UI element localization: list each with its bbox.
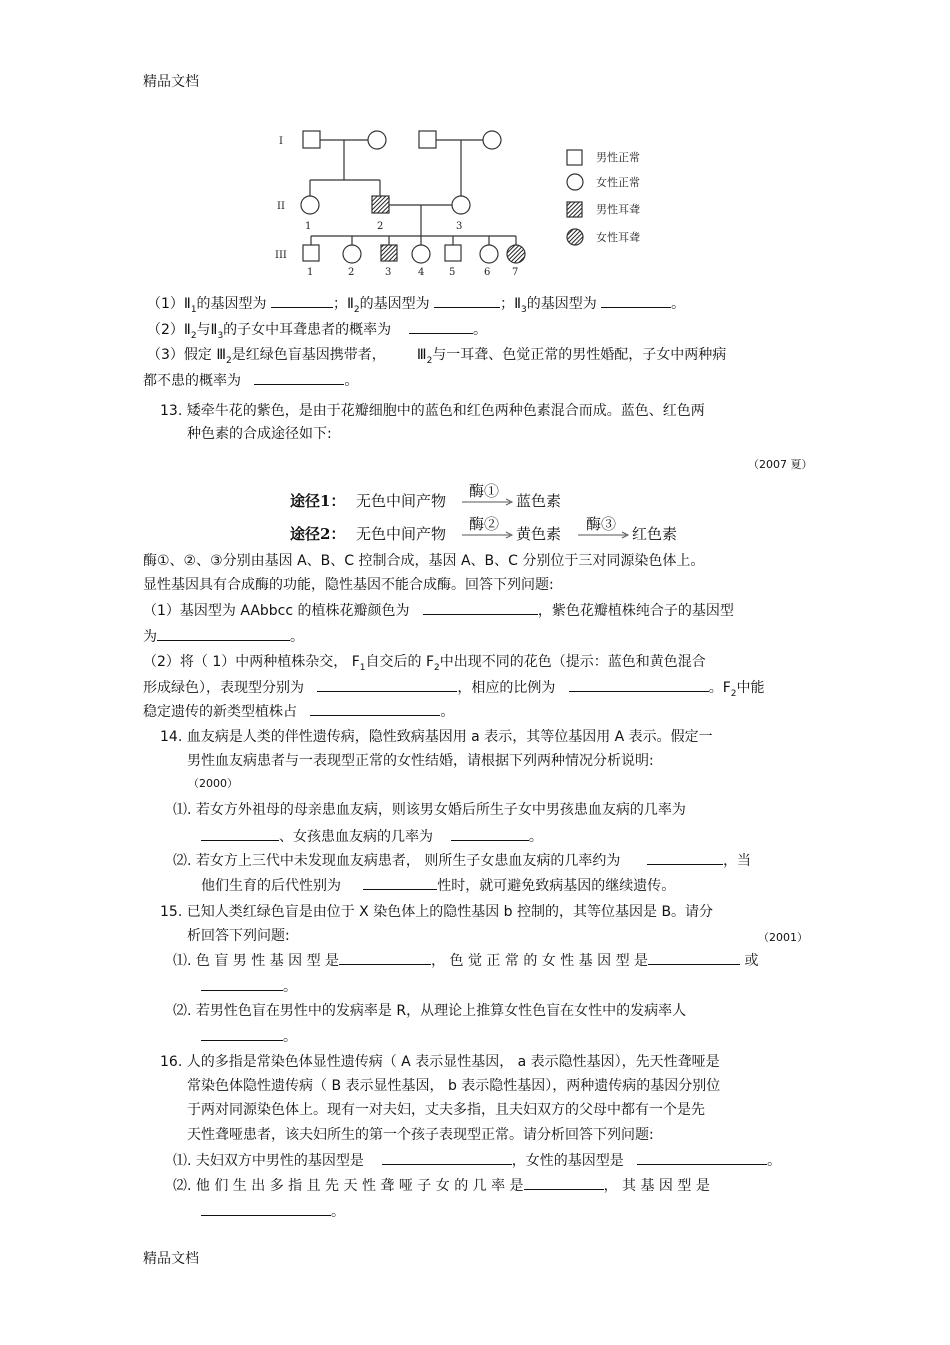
answer-blank[interactable] xyxy=(201,977,283,991)
q13-s2-line3: 稳定遗传的新类型植株占 。 xyxy=(143,704,455,720)
gen2-number: 3 xyxy=(456,221,463,232)
gen2-number: 1 xyxy=(305,221,312,232)
path1-label: 途径1： xyxy=(290,492,346,510)
q15-s2-line2: 。 xyxy=(201,1027,297,1046)
answer-blank[interactable] xyxy=(409,320,473,334)
page-footer: 精品文档 xyxy=(143,1251,199,1267)
q15-line1: 15. 已知人类红绿色盲是由位于 X 染色体上的隐性基因 b 控制的，其等位基因是 B。请分 xyxy=(160,904,714,920)
arrow-icon xyxy=(578,531,630,539)
gen3-number: 7 xyxy=(512,267,519,278)
q14-line2: 男性血友病患者与一表现型正常的女性结婚，请根据下列两种情况分析说明: xyxy=(187,753,654,769)
q16-line2: 常染色体隐性遗传病（ B 表示显性基因， b 表示隐性基因），两种遗传病的基因分别位 xyxy=(187,1078,721,1094)
gen-label-1: I xyxy=(279,136,283,147)
q14-s2-line1: ⑵. 若女方上三代中未发现血友病患者， 则所生子女患血友病的几率约为 ，当 xyxy=(173,853,752,869)
gen3-number: 4 xyxy=(418,267,425,278)
legend-female-deaf: 女性耳聋 xyxy=(596,231,640,244)
path2-mid: 黄色素 xyxy=(516,525,562,543)
q13-p1: 酶①、②、③分别由基因 A、B、C 控制合成，基因 A、B、C 分别位于三对同源染色体上。 xyxy=(143,553,705,569)
answer-blank[interactable] xyxy=(317,678,457,692)
answer-blank[interactable] xyxy=(201,1027,283,1041)
q16-line1: 16. 人的多指是常染色体显性遗传病（ A 表示显性基因， a 表示隐性基因），先天性聋哑是 xyxy=(160,1054,720,1070)
gen-label-3: III xyxy=(275,250,287,261)
pedigree-chart xyxy=(0,0,950,290)
answer-blank[interactable] xyxy=(363,876,437,890)
q15-s1-line1: ⑴. 色 盲 男 性 基 因 型 是 ， 色 觉 正 常 的 女 性 基 因 型 是 或 xyxy=(173,953,759,969)
q16-s2-line1: ⑵. 他 们 生 出 多 指 且 先 天 性 聋 哑 子 女 的 几 率 是 ， 其 基 因 型 是 xyxy=(173,1178,710,1194)
q15-line2: 析回答下列问题: xyxy=(187,928,290,944)
gen2-number: 2 xyxy=(377,221,384,232)
path1-enzyme: 酶① xyxy=(469,482,500,500)
answer-blank[interactable] xyxy=(157,627,290,641)
q13-line2: 种色素的合成途径如下: xyxy=(187,426,332,442)
gen3-number: 5 xyxy=(449,267,456,278)
legend-male-deaf: 男性耳聋 xyxy=(596,203,640,216)
q14-line1: 14. 血友病是人类的伴性遗传病，隐性致病基因用 a 表示，其等位基因用 A 表示。假定一 xyxy=(160,729,713,745)
gen3-number: 6 xyxy=(484,267,491,278)
q13-line1: 13. 矮牵牛花的紫色，是由于花瓣细胞中的蓝色和红色两种色素混合而成。蓝色、红色两 xyxy=(160,403,705,419)
answer-blank[interactable] xyxy=(201,827,279,841)
answer-blank[interactable] xyxy=(647,851,723,865)
q16-line4: 天性聋哑患者，该夫妇所生的第一个孩子表现型正常。请分析回答下列问题: xyxy=(187,1127,654,1143)
q12-line2: $(2)Ⅱ_2$与$Ⅱ_3$的子女中耳聋患者的概率为 。 xyxy=(147,322,487,341)
gen3-number: 3 xyxy=(385,267,392,278)
path1-start: 无色中间产物 xyxy=(356,492,447,510)
gen3-number: 1 xyxy=(307,267,314,278)
arrow-icon xyxy=(462,531,514,539)
q14-s1-line2: 、女孩患血友病的几率为 。 xyxy=(201,827,543,846)
path1-end: 蓝色素 xyxy=(516,492,562,510)
answer-blank[interactable] xyxy=(569,678,709,692)
answer-blank[interactable] xyxy=(271,294,333,308)
path2-end: 红色素 xyxy=(632,525,678,543)
answer-blank[interactable] xyxy=(451,827,529,841)
q13-p2: 显性基因具有合成酶的功能，隐性基因不能合成酶。回答下列问题: xyxy=(143,577,554,593)
gen3-number: 2 xyxy=(348,267,355,278)
answer-blank[interactable] xyxy=(382,1151,512,1165)
q12-line1: $(1)Ⅱ_1$的基因型为 ；$Ⅱ_2$的基因型为 ；$Ⅱ_3$的基因型为 。 xyxy=(147,296,686,315)
q16-s2-line2: 。 xyxy=(201,1202,345,1221)
q15-year: （2001） xyxy=(758,931,808,944)
path2-label: 途径2： xyxy=(290,525,346,543)
q14-year: （2000） xyxy=(188,777,238,790)
path2-enzyme2: 酶③ xyxy=(586,515,617,533)
answer-blank[interactable] xyxy=(339,951,431,965)
q13-s1-line1: （1）基因型为 AAbbcc 的植株花瓣颜色为 ，紫色花瓣植株纯合子的基因型 xyxy=(143,603,734,619)
legend-male-normal: 男性正常 xyxy=(596,151,640,164)
pathway-diagram xyxy=(290,480,710,542)
q15-s2-line1: ⑵. 若男性色盲在男性中的发病率是 R，从理论上推算女性色盲在女性中的发病率人 xyxy=(173,1003,687,1019)
q13-s1-line2: 为 。 xyxy=(143,629,304,645)
gen-label-2: II xyxy=(277,201,285,212)
q13-s2-line2: 形成绿色），表现型分别为 ，相应的比例为 。$F_2$中能 xyxy=(143,680,765,699)
answer-blank[interactable] xyxy=(637,1151,767,1165)
q16-s1-line1: ⑴. 夫妇双方中男性的基因型是 ，女性的基因型是 。 xyxy=(173,1153,782,1169)
answer-blank[interactable] xyxy=(201,1202,331,1216)
answer-blank[interactable] xyxy=(601,294,671,308)
answer-blank[interactable] xyxy=(648,951,740,965)
answer-blank[interactable] xyxy=(423,601,538,615)
answer-blank[interactable] xyxy=(254,371,344,385)
q14-s1-line1: ⑴. 若女方外祖母的母亲患血友病，则该男女婚后所生子女中男孩患血友病的几率为 xyxy=(173,802,686,818)
answer-blank[interactable] xyxy=(310,702,440,716)
q15-s1-line2: 。 xyxy=(201,977,297,996)
q14-s2-line2: 他们生育的后代性别为 性时，就可避免致病基因的继续遗传。 xyxy=(201,878,676,894)
q16-line3: 于两对同源染色体上。现有一对夫妇，丈夫多指，且夫妇双方的父母中都有一个是先 xyxy=(187,1102,705,1118)
q13-s2-line1: （2）将（ 1）中两种植株杂交， $F_1$自交后的 $F_2$中出现不同的花色（提示：蓝色和黄色混合 xyxy=(143,654,706,673)
path2-start: 无色中间产物 xyxy=(356,525,447,543)
arrow-icon xyxy=(462,498,514,506)
legend-female-normal: 女性正常 xyxy=(596,176,640,189)
page-header: 精品文档 xyxy=(143,74,199,90)
answer-blank[interactable] xyxy=(524,1176,604,1190)
q13-year: （2007 夏） xyxy=(748,458,813,471)
path2-enzyme1: 酶② xyxy=(469,515,500,533)
q12-line4: 都不患的概率为 。 xyxy=(143,373,359,389)
answer-blank[interactable] xyxy=(434,294,500,308)
q12-line3: （3）假定 $Ⅲ_2$是红绿色盲基因携带者， $Ⅲ_2$与一耳聋、色觉正常的男性婚配，子女中两种病 xyxy=(147,347,727,366)
